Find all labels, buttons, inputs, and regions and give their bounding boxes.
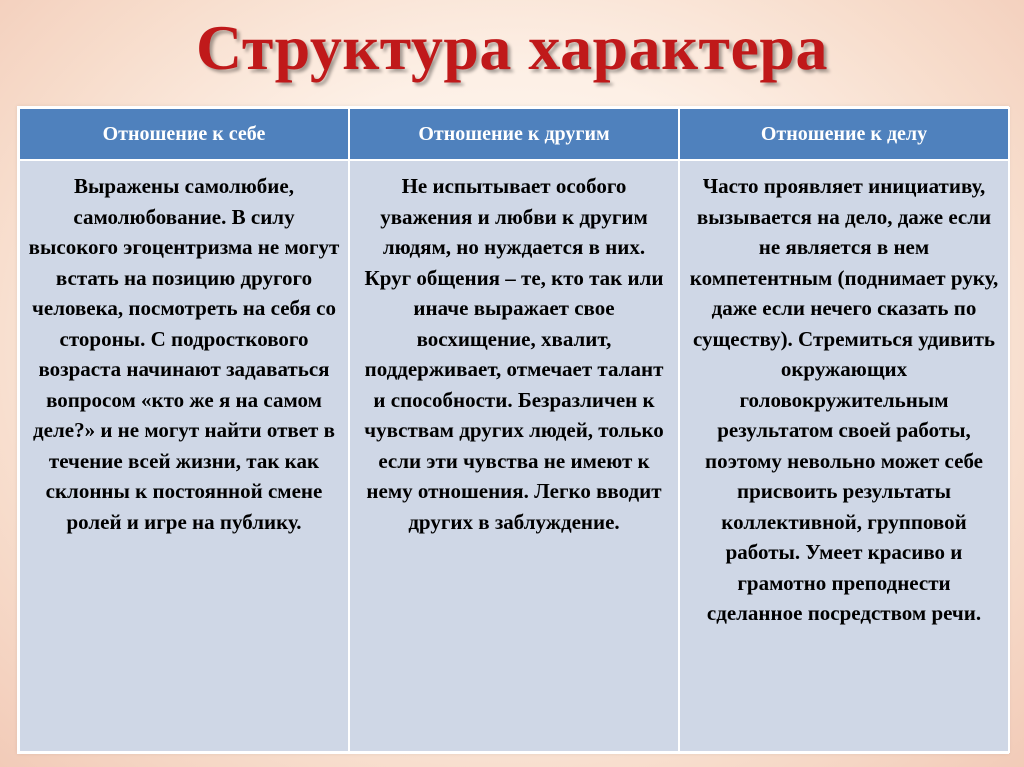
- cell-self: Выражены самолюбие, самолюбование. В силу высокого эгоцентризма не могут встать на позицию другого человека, посмотреть на себя со стороны. С подросткового возраста начинают задаваться вопросом «кто же я на самом деле?» и не могут найти ответ в течение всей жизни, так как склонны к постоянной смене ролей и игре на публику.: [19, 160, 349, 752]
- page-title: Структура характера: [196, 12, 828, 83]
- header-others: Отношение к другим: [349, 108, 679, 160]
- table: [18, 107, 1010, 753]
- header-work: Отношение к делу: [679, 108, 1009, 160]
- character-structure-table: [17, 106, 1009, 754]
- table-header-row: [19, 108, 1009, 160]
- cell-others: Не испытывает особого уважения и любви к другим людям, но нуждается в них. Круг общения – те, кто так или иначе выражает свое восхищение, хвалит, поддерживает, отмечает талант и способности. Безразличен к чувствам других людей, только если эти чувства не имеют к нему отношения. Легко вводит других в заблуждение.: [349, 160, 679, 752]
- cell-work: Часто проявляет инициативу, вызывается на дело, даже если не является в нем компетентным (поднимает руку, даже если нечего сказать по существу). Стремиться удивить окружающих головокружительным результатом своей работы, поэтому невольно может себе присвоить результаты коллективной, групповой работы. Умеет красиво и грамотно преподнести сделанное посредством речи.: [679, 160, 1009, 752]
- table-row: [19, 160, 1009, 752]
- header-self: Отношение к себе: [19, 108, 349, 160]
